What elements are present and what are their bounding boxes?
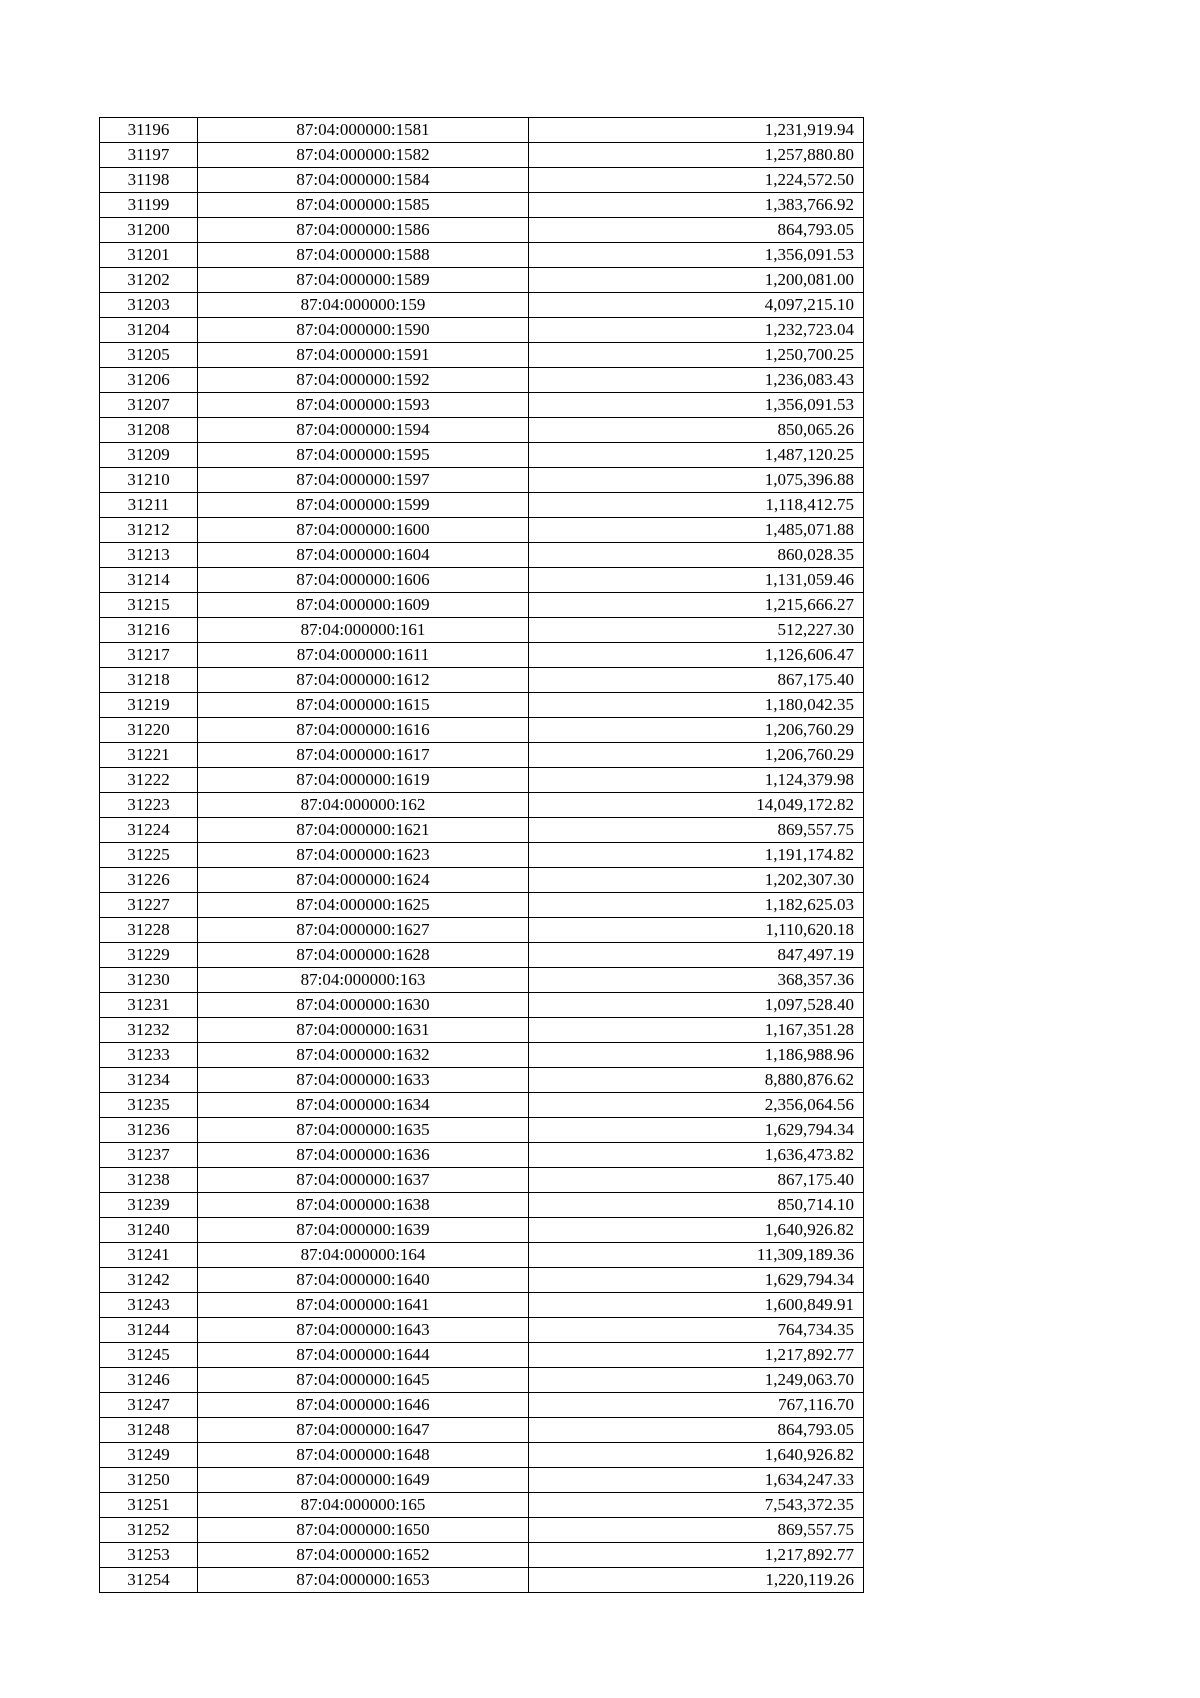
value-cell: 847,497.19 — [529, 943, 864, 968]
cadastral-number-cell: 87:04:000000:162 — [198, 793, 529, 818]
value-cell: 1,167,351.28 — [529, 1018, 864, 1043]
value-cell: 869,557.75 — [529, 1518, 864, 1543]
row-number-cell: 31207 — [100, 393, 198, 418]
row-number-cell: 31233 — [100, 1043, 198, 1068]
cadastral-number-cell: 87:04:000000:1585 — [198, 193, 529, 218]
table-row — [100, 1293, 864, 1318]
value-cell: 869,557.75 — [529, 818, 864, 843]
table-row — [100, 1418, 864, 1443]
cadastral-value-table — [99, 117, 864, 1593]
table-row — [100, 518, 864, 543]
table-row — [100, 193, 864, 218]
row-number-cell: 31225 — [100, 843, 198, 868]
row-number-cell: 31237 — [100, 1143, 198, 1168]
cadastral-number-cell: 87:04:000000:1630 — [198, 993, 529, 1018]
cadastral-number-cell: 87:04:000000:164 — [198, 1243, 529, 1268]
row-number-cell: 31241 — [100, 1243, 198, 1268]
value-cell: 1,640,926.82 — [529, 1218, 864, 1243]
value-cell: 1,356,091.53 — [529, 243, 864, 268]
value-cell: 1,097,528.40 — [529, 993, 864, 1018]
row-number-cell: 31201 — [100, 243, 198, 268]
cadastral-number-cell: 87:04:000000:1649 — [198, 1468, 529, 1493]
value-cell: 1,131,059.46 — [529, 568, 864, 593]
row-number-cell: 31217 — [100, 643, 198, 668]
cadastral-number-cell: 87:04:000000:1582 — [198, 143, 529, 168]
table-row — [100, 593, 864, 618]
value-cell: 767,116.70 — [529, 1393, 864, 1418]
cadastral-number-cell: 87:04:000000:1644 — [198, 1343, 529, 1368]
cadastral-number-cell: 87:04:000000:1588 — [198, 243, 529, 268]
table-row — [100, 1168, 864, 1193]
row-number-cell: 31252 — [100, 1518, 198, 1543]
value-cell: 1,215,666.27 — [529, 593, 864, 618]
value-cell: 867,175.40 — [529, 1168, 864, 1193]
row-number-cell: 31234 — [100, 1068, 198, 1093]
row-number-cell: 31199 — [100, 193, 198, 218]
cadastral-number-cell: 87:04:000000:1597 — [198, 468, 529, 493]
row-number-cell: 31245 — [100, 1343, 198, 1368]
table-row — [100, 418, 864, 443]
cadastral-number-cell: 87:04:000000:159 — [198, 293, 529, 318]
table-row — [100, 368, 864, 393]
table-row — [100, 1118, 864, 1143]
table-row — [100, 443, 864, 468]
value-cell: 1,640,926.82 — [529, 1443, 864, 1468]
value-cell: 1,356,091.53 — [529, 393, 864, 418]
cadastral-number-cell: 87:04:000000:165 — [198, 1493, 529, 1518]
row-number-cell: 31221 — [100, 743, 198, 768]
value-cell: 368,357.36 — [529, 968, 864, 993]
cadastral-number-cell: 87:04:000000:1632 — [198, 1043, 529, 1068]
table-row — [100, 868, 864, 893]
table-body — [100, 118, 864, 1593]
value-cell: 1,206,760.29 — [529, 743, 864, 768]
row-number-cell: 31213 — [100, 543, 198, 568]
table-row — [100, 543, 864, 568]
value-cell: 1,224,572.50 — [529, 168, 864, 193]
cadastral-number-cell: 87:04:000000:1634 — [198, 1093, 529, 1118]
row-number-cell: 31214 — [100, 568, 198, 593]
cadastral-number-cell: 87:04:000000:1652 — [198, 1543, 529, 1568]
table-row — [100, 318, 864, 343]
value-cell: 1,124,379.98 — [529, 768, 864, 793]
cadastral-number-cell: 87:04:000000:1646 — [198, 1393, 529, 1418]
cadastral-number-cell: 87:04:000000:1647 — [198, 1418, 529, 1443]
cadastral-number-cell: 87:04:000000:1617 — [198, 743, 529, 768]
table-row — [100, 968, 864, 993]
table-row — [100, 393, 864, 418]
cadastral-number-cell: 87:04:000000:1640 — [198, 1268, 529, 1293]
table-row — [100, 1368, 864, 1393]
value-cell: 1,182,625.03 — [529, 893, 864, 918]
table-row — [100, 1493, 864, 1518]
value-cell: 4,097,215.10 — [529, 293, 864, 318]
value-cell: 2,356,064.56 — [529, 1093, 864, 1118]
value-cell: 1,485,071.88 — [529, 518, 864, 543]
cadastral-number-cell: 87:04:000000:1638 — [198, 1193, 529, 1218]
table-row — [100, 1093, 864, 1118]
cadastral-number-cell: 87:04:000000:161 — [198, 618, 529, 643]
value-cell: 512,227.30 — [529, 618, 864, 643]
row-number-cell: 31202 — [100, 268, 198, 293]
table-row — [100, 1568, 864, 1593]
row-number-cell: 31253 — [100, 1543, 198, 1568]
row-number-cell: 31198 — [100, 168, 198, 193]
row-number-cell: 31203 — [100, 293, 198, 318]
table-row — [100, 993, 864, 1018]
row-number-cell: 31223 — [100, 793, 198, 818]
value-cell: 8,880,876.62 — [529, 1068, 864, 1093]
cadastral-number-cell: 87:04:000000:1653 — [198, 1568, 529, 1593]
cadastral-number-cell: 87:04:000000:1635 — [198, 1118, 529, 1143]
row-number-cell: 31216 — [100, 618, 198, 643]
table-row — [100, 268, 864, 293]
table-row — [100, 718, 864, 743]
value-cell: 1,600,849.91 — [529, 1293, 864, 1318]
table-row — [100, 618, 864, 643]
cadastral-number-cell: 87:04:000000:1599 — [198, 493, 529, 518]
table-row — [100, 293, 864, 318]
row-number-cell: 31227 — [100, 893, 198, 918]
value-cell: 1,383,766.92 — [529, 193, 864, 218]
cadastral-number-cell: 87:04:000000:1621 — [198, 818, 529, 843]
cadastral-number-cell: 87:04:000000:1641 — [198, 1293, 529, 1318]
table-row — [100, 1343, 864, 1368]
row-number-cell: 31218 — [100, 668, 198, 693]
table-row — [100, 243, 864, 268]
value-cell: 1,217,892.77 — [529, 1343, 864, 1368]
row-number-cell: 31250 — [100, 1468, 198, 1493]
table-row — [100, 568, 864, 593]
value-cell: 850,714.10 — [529, 1193, 864, 1218]
row-number-cell: 31254 — [100, 1568, 198, 1593]
table-row — [100, 1068, 864, 1093]
row-number-cell: 31246 — [100, 1368, 198, 1393]
value-cell: 1,249,063.70 — [529, 1368, 864, 1393]
value-cell: 1,206,760.29 — [529, 718, 864, 743]
cadastral-number-cell: 87:04:000000:1591 — [198, 343, 529, 368]
table-row — [100, 643, 864, 668]
cadastral-number-cell: 87:04:000000:1593 — [198, 393, 529, 418]
row-number-cell: 31197 — [100, 143, 198, 168]
table-row — [100, 1243, 864, 1268]
cadastral-number-cell: 87:04:000000:1600 — [198, 518, 529, 543]
row-number-cell: 31249 — [100, 1443, 198, 1468]
cadastral-number-cell: 87:04:000000:1590 — [198, 318, 529, 343]
row-number-cell: 31204 — [100, 318, 198, 343]
value-cell: 1,126,606.47 — [529, 643, 864, 668]
row-number-cell: 31228 — [100, 918, 198, 943]
table-row — [100, 1268, 864, 1293]
row-number-cell: 31208 — [100, 418, 198, 443]
table-row — [100, 168, 864, 193]
row-number-cell: 31209 — [100, 443, 198, 468]
table-row — [100, 343, 864, 368]
value-cell: 1,202,307.30 — [529, 868, 864, 893]
row-number-cell: 31206 — [100, 368, 198, 393]
table-row — [100, 693, 864, 718]
cadastral-number-cell: 87:04:000000:163 — [198, 968, 529, 993]
table-row — [100, 918, 864, 943]
row-number-cell: 31236 — [100, 1118, 198, 1143]
value-cell: 764,734.35 — [529, 1318, 864, 1343]
cadastral-number-cell: 87:04:000000:1628 — [198, 943, 529, 968]
value-cell: 1,629,794.34 — [529, 1118, 864, 1143]
value-cell: 1,257,880.80 — [529, 143, 864, 168]
cadastral-number-cell: 87:04:000000:1636 — [198, 1143, 529, 1168]
table-row — [100, 818, 864, 843]
value-cell: 1,629,794.34 — [529, 1268, 864, 1293]
row-number-cell: 31239 — [100, 1193, 198, 1218]
table-row — [100, 1318, 864, 1343]
cadastral-number-cell: 87:04:000000:1625 — [198, 893, 529, 918]
value-cell: 1,191,174.82 — [529, 843, 864, 868]
cadastral-number-cell: 87:04:000000:1609 — [198, 593, 529, 618]
value-cell: 867,175.40 — [529, 668, 864, 693]
cadastral-number-cell: 87:04:000000:1631 — [198, 1018, 529, 1043]
cadastral-number-cell: 87:04:000000:1639 — [198, 1218, 529, 1243]
table-row — [100, 143, 864, 168]
table-row — [100, 893, 864, 918]
row-number-cell: 31242 — [100, 1268, 198, 1293]
cadastral-number-cell: 87:04:000000:1612 — [198, 668, 529, 693]
row-number-cell: 31235 — [100, 1093, 198, 1118]
row-number-cell: 31232 — [100, 1018, 198, 1043]
cadastral-number-cell: 87:04:000000:1594 — [198, 418, 529, 443]
table-row — [100, 118, 864, 143]
cadastral-number-cell: 87:04:000000:1606 — [198, 568, 529, 593]
table-row — [100, 468, 864, 493]
cadastral-number-cell: 87:04:000000:1637 — [198, 1168, 529, 1193]
cadastral-number-cell: 87:04:000000:1611 — [198, 643, 529, 668]
cadastral-number-cell: 87:04:000000:1643 — [198, 1318, 529, 1343]
value-cell: 1,634,247.33 — [529, 1468, 864, 1493]
value-cell: 1,180,042.35 — [529, 693, 864, 718]
row-number-cell: 31219 — [100, 693, 198, 718]
row-number-cell: 31215 — [100, 593, 198, 618]
cadastral-number-cell: 87:04:000000:1624 — [198, 868, 529, 893]
row-number-cell: 31244 — [100, 1318, 198, 1343]
value-cell: 1,110,620.18 — [529, 918, 864, 943]
row-number-cell: 31231 — [100, 993, 198, 1018]
value-cell: 860,028.35 — [529, 543, 864, 568]
row-number-cell: 31226 — [100, 868, 198, 893]
value-cell: 864,793.05 — [529, 1418, 864, 1443]
row-number-cell: 31251 — [100, 1493, 198, 1518]
cadastral-number-cell: 87:04:000000:1584 — [198, 168, 529, 193]
row-number-cell: 31243 — [100, 1293, 198, 1318]
table-row — [100, 1393, 864, 1418]
cadastral-number-cell: 87:04:000000:1604 — [198, 543, 529, 568]
cadastral-number-cell: 87:04:000000:1616 — [198, 718, 529, 743]
value-cell: 1,236,083.43 — [529, 368, 864, 393]
cadastral-number-cell: 87:04:000000:1648 — [198, 1443, 529, 1468]
value-cell: 1,487,120.25 — [529, 443, 864, 468]
table-row — [100, 793, 864, 818]
table-row — [100, 843, 864, 868]
cadastral-number-cell: 87:04:000000:1589 — [198, 268, 529, 293]
row-number-cell: 31247 — [100, 1393, 198, 1418]
table-row — [100, 1543, 864, 1568]
row-number-cell: 31210 — [100, 468, 198, 493]
cadastral-number-cell: 87:04:000000:1581 — [198, 118, 529, 143]
table-row — [100, 743, 864, 768]
cadastral-number-cell: 87:04:000000:1627 — [198, 918, 529, 943]
row-number-cell: 31211 — [100, 493, 198, 518]
value-cell: 1,217,892.77 — [529, 1543, 864, 1568]
value-cell: 1,200,081.00 — [529, 268, 864, 293]
cadastral-number-cell: 87:04:000000:1623 — [198, 843, 529, 868]
value-cell: 1,232,723.04 — [529, 318, 864, 343]
row-number-cell: 31230 — [100, 968, 198, 993]
value-cell: 1,636,473.82 — [529, 1143, 864, 1168]
row-number-cell: 31238 — [100, 1168, 198, 1193]
table-row — [100, 768, 864, 793]
cadastral-number-cell: 87:04:000000:1645 — [198, 1368, 529, 1393]
value-cell: 11,309,189.36 — [529, 1243, 864, 1268]
table-row — [100, 218, 864, 243]
table-row — [100, 493, 864, 518]
cadastral-number-cell: 87:04:000000:1650 — [198, 1518, 529, 1543]
table-row — [100, 1193, 864, 1218]
table-row — [100, 1443, 864, 1468]
row-number-cell: 31200 — [100, 218, 198, 243]
table-row — [100, 1043, 864, 1068]
cadastral-number-cell: 87:04:000000:1619 — [198, 768, 529, 793]
table-row — [100, 668, 864, 693]
table-row — [100, 1468, 864, 1493]
row-number-cell: 31222 — [100, 768, 198, 793]
cadastral-number-cell: 87:04:000000:1615 — [198, 693, 529, 718]
table-row — [100, 1143, 864, 1168]
row-number-cell: 31229 — [100, 943, 198, 968]
row-number-cell: 31212 — [100, 518, 198, 543]
value-cell: 850,065.26 — [529, 418, 864, 443]
table-row — [100, 943, 864, 968]
row-number-cell: 31205 — [100, 343, 198, 368]
row-number-cell: 31248 — [100, 1418, 198, 1443]
value-cell: 14,049,172.82 — [529, 793, 864, 818]
value-cell: 1,231,919.94 — [529, 118, 864, 143]
row-number-cell: 31240 — [100, 1218, 198, 1243]
value-cell: 1,220,119.26 — [529, 1568, 864, 1593]
cadastral-number-cell: 87:04:000000:1633 — [198, 1068, 529, 1093]
value-cell: 864,793.05 — [529, 218, 864, 243]
table-row — [100, 1018, 864, 1043]
value-cell: 1,075,396.88 — [529, 468, 864, 493]
row-number-cell: 31220 — [100, 718, 198, 743]
table-row — [100, 1518, 864, 1543]
value-cell: 1,250,700.25 — [529, 343, 864, 368]
cadastral-number-cell: 87:04:000000:1592 — [198, 368, 529, 393]
value-cell: 1,186,988.96 — [529, 1043, 864, 1068]
row-number-cell: 31224 — [100, 818, 198, 843]
row-number-cell: 31196 — [100, 118, 198, 143]
table-row — [100, 1218, 864, 1243]
cadastral-number-cell: 87:04:000000:1595 — [198, 443, 529, 468]
value-cell: 1,118,412.75 — [529, 493, 864, 518]
value-cell: 7,543,372.35 — [529, 1493, 864, 1518]
cadastral-number-cell: 87:04:000000:1586 — [198, 218, 529, 243]
